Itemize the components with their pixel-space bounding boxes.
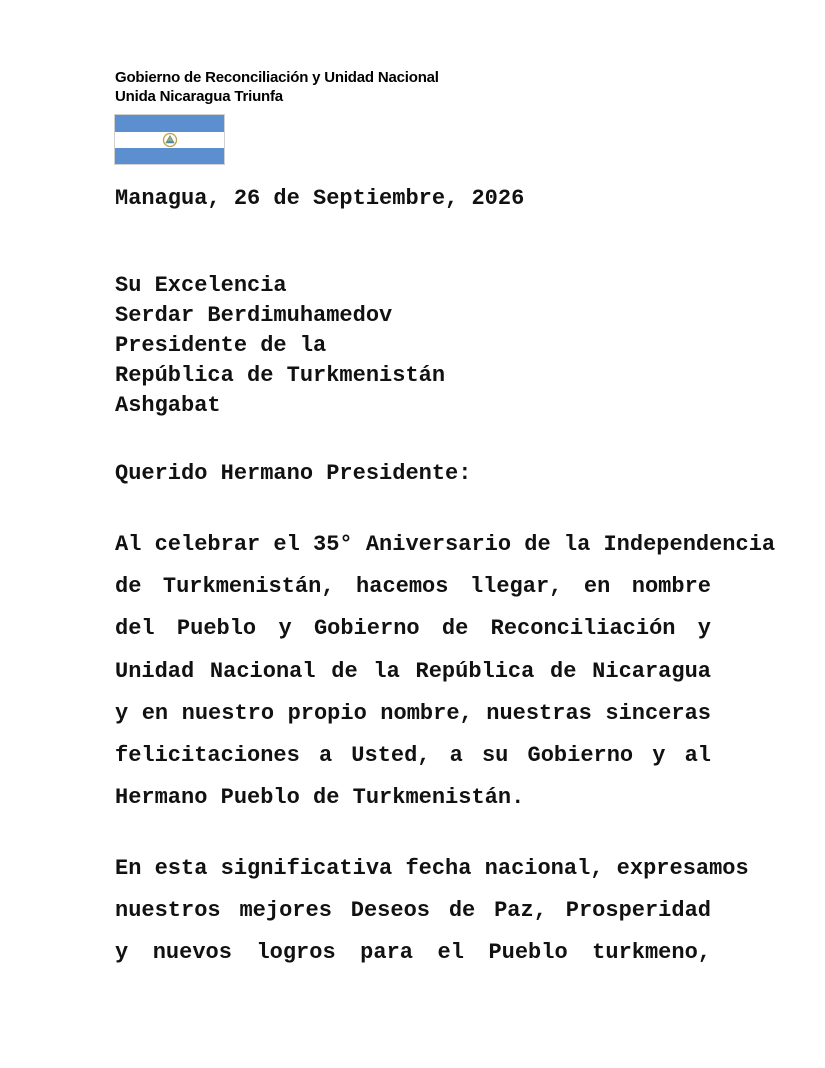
paragraph-line: felicitaciones a Usted, a su Gobierno y al — [115, 743, 711, 769]
letterhead-government-name: Gobierno de Reconciliación y Unidad Nacional — [115, 69, 439, 86]
paragraph-line: y en nuestro propio nombre, nuestras sinceras — [115, 700, 711, 726]
paragraph-line: Unidad Nacional de la República de Nicaragua — [115, 658, 711, 684]
letterhead-slogan: Unida Nicaragua Triunfa — [115, 88, 283, 105]
paragraph-line: y nuevos logros para el Pueblo turkmeno, — [115, 940, 711, 966]
paragraph-line: nuestros mejores Deseos de Paz, Prosperidad — [115, 898, 711, 924]
flag-top-band — [115, 115, 224, 132]
recipient-block — [115, 271, 445, 421]
body-paragraph-2 — [115, 848, 749, 975]
recipient-city: Ashgabat — [115, 393, 221, 418]
flag-bottom-band — [115, 148, 224, 165]
body-paragraph-1 — [115, 524, 776, 819]
paragraph-line: de Turkmenistán, hacemos llegar, en nombre — [115, 574, 711, 600]
nicaragua-flag-icon — [114, 114, 225, 165]
paragraph-line: del Pueblo y Gobierno de Reconciliación y — [115, 616, 711, 642]
recipient-position: Presidente de la — [115, 333, 327, 358]
recipient-title: Su Excelencia — [115, 273, 287, 298]
salutation: Querido Hermano Presidente: — [115, 461, 472, 486]
paragraph-line: Al celebrar el 35° Aniversario de la Independencia — [115, 532, 776, 557]
letter-date: Managua, 26 de Septiembre, 2026 — [115, 186, 525, 211]
letterhead — [115, 68, 439, 106]
coat-of-arms-icon — [162, 132, 178, 148]
recipient-country: República de Turkmenistán — [115, 363, 446, 388]
paragraph-line: Hermano Pueblo de Turkmenistán. — [115, 785, 525, 811]
paragraph-line: En esta significativa fecha nacional, expresamos — [115, 856, 749, 881]
recipient-name: Serdar Berdimuhamedov — [115, 303, 393, 328]
